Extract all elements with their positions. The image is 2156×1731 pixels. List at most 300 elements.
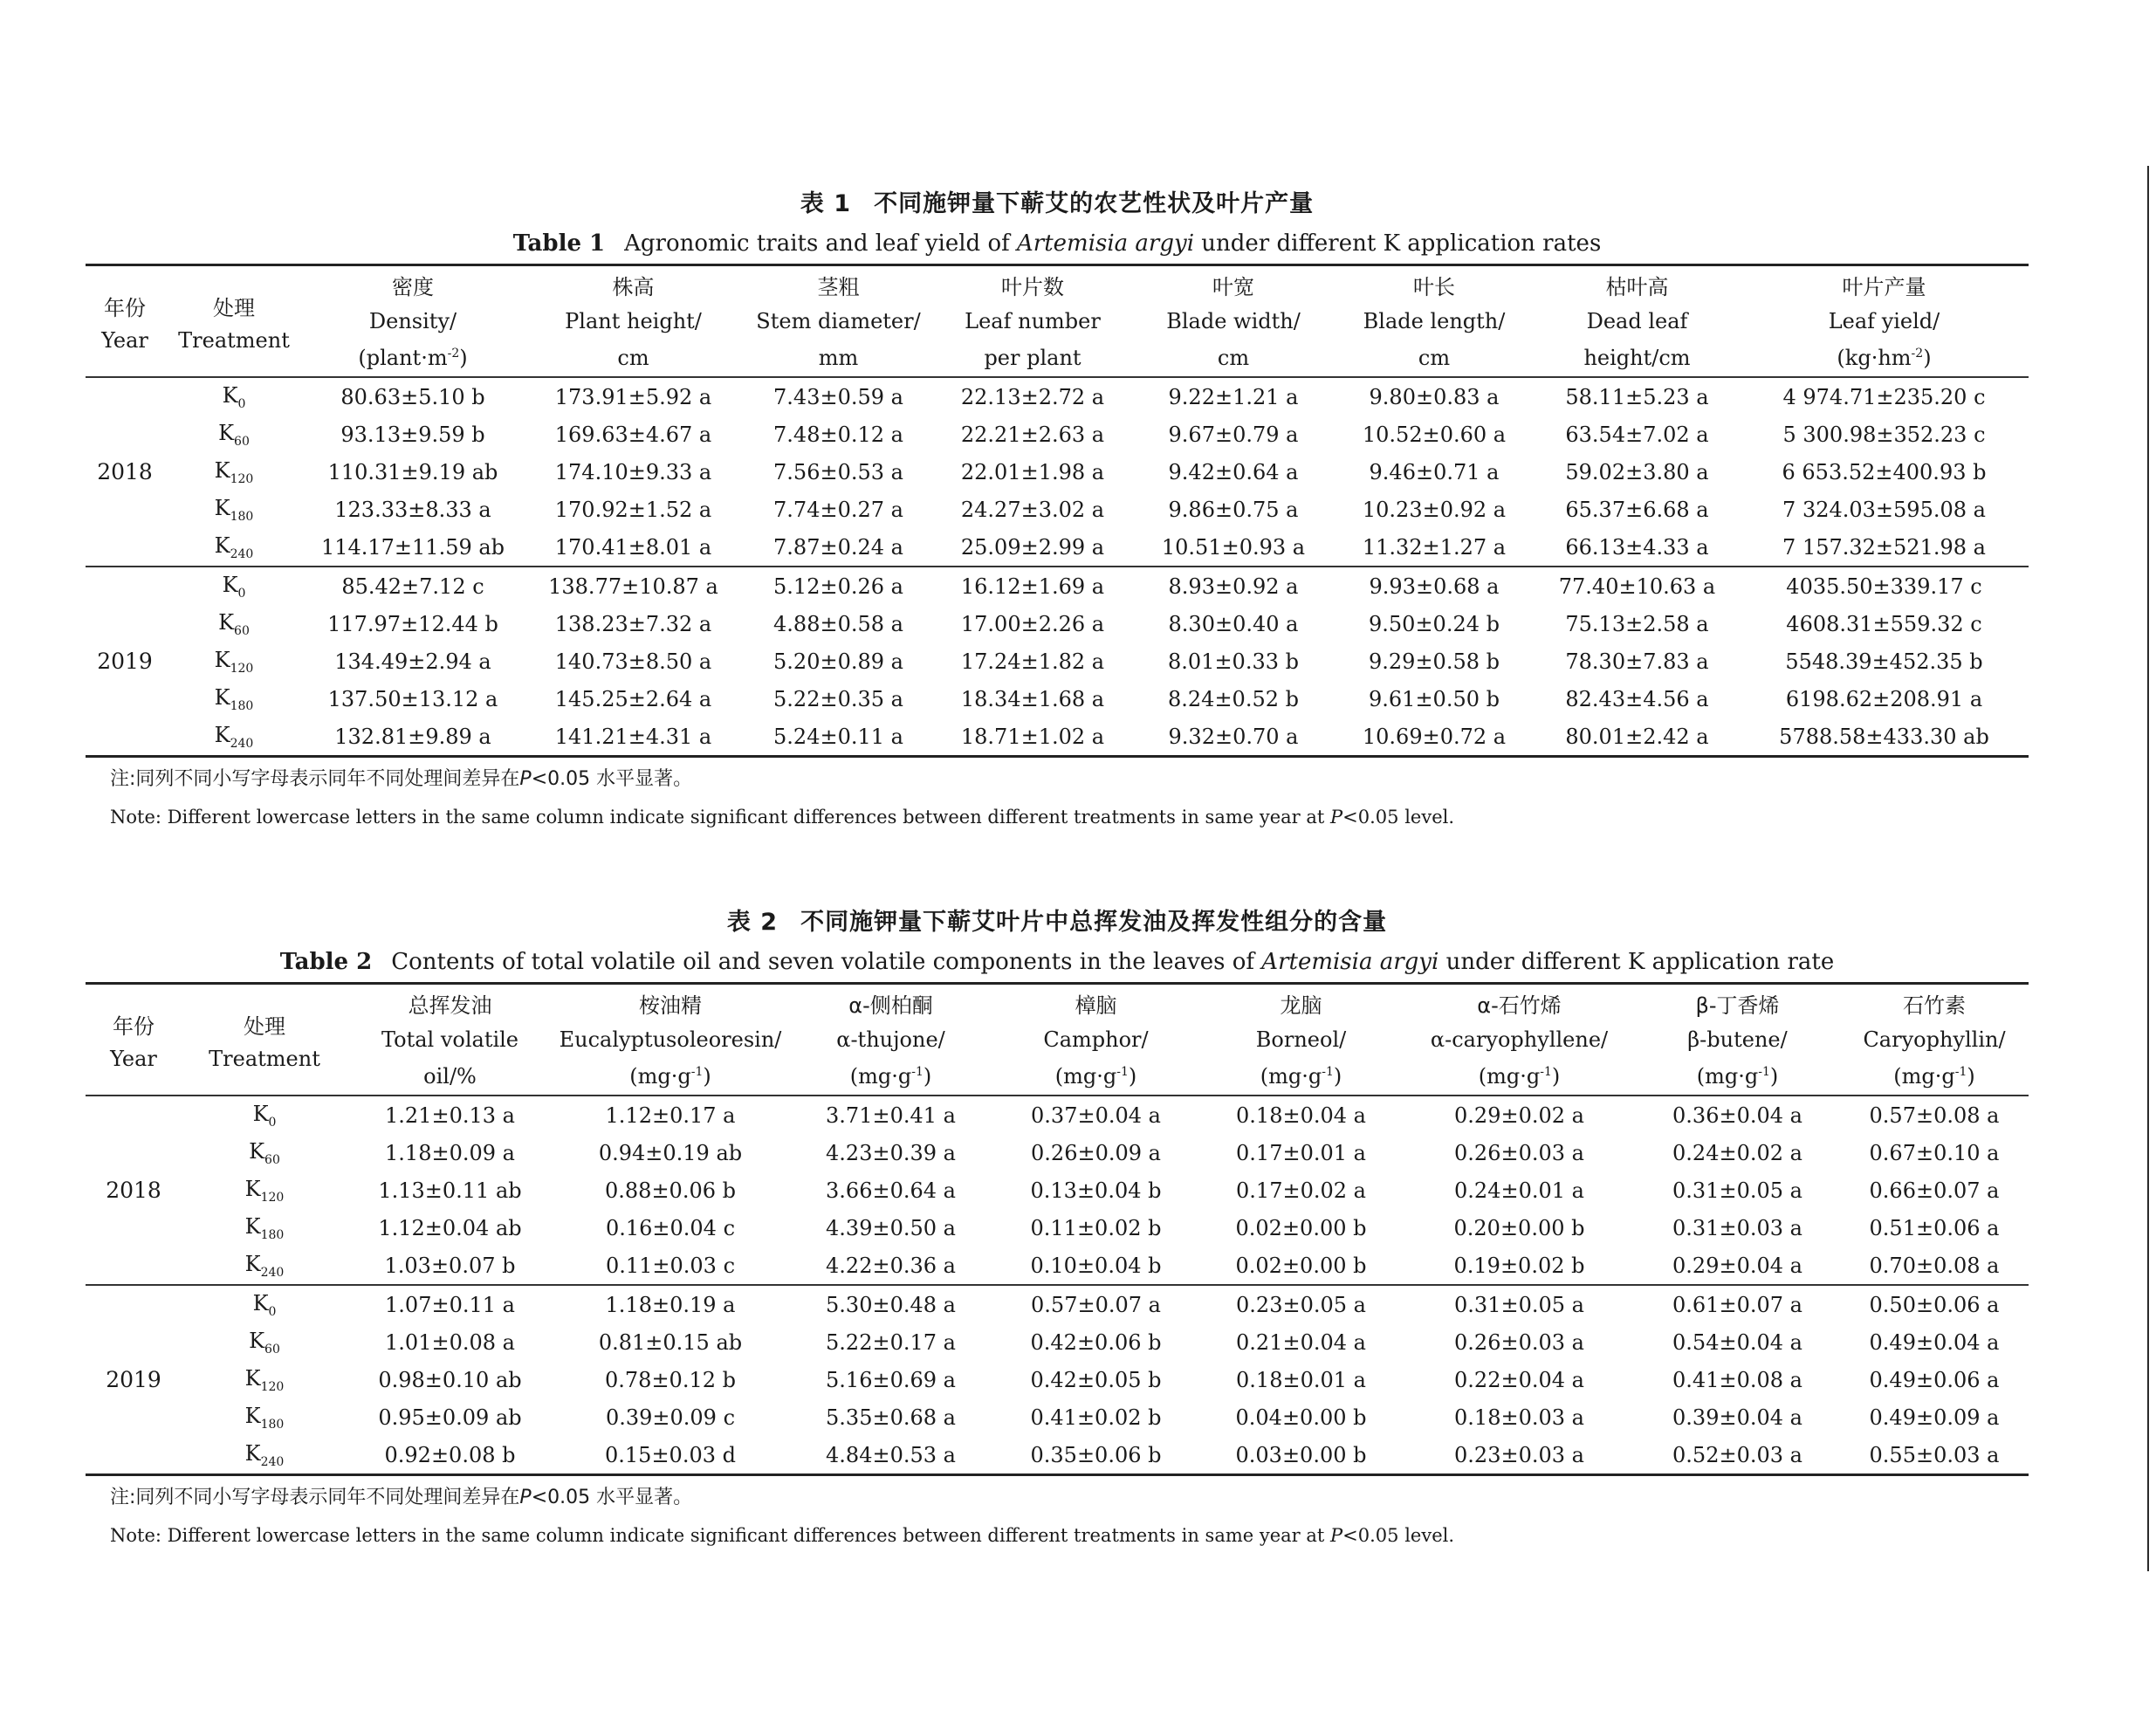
treatment-rate: 120	[230, 661, 254, 676]
treatment-symbol: K	[214, 647, 230, 672]
treatment-cell	[182, 1323, 347, 1361]
column-header-cn: 桉油精	[639, 993, 702, 1018]
data-cell: 0.16±0.04 c	[605, 1215, 736, 1240]
data-cell: 5788.58±433.30 ab	[1779, 724, 1989, 749]
table-row	[86, 1285, 2029, 1323]
treatment-cell	[182, 1361, 347, 1398]
treatment-header	[182, 984, 347, 1096]
column-header-cn: 樟脑	[1075, 993, 1117, 1018]
treatment-symbol: K	[218, 609, 235, 635]
data-cell: 0.55±0.03 a	[1869, 1442, 2000, 1467]
unit-text: (plant·m	[358, 346, 448, 370]
data-cell: 17.24±1.82 a	[960, 649, 1105, 674]
data-cell: 0.26±0.09 a	[1031, 1140, 1161, 1165]
data-cell: 1.18±0.19 a	[553, 1285, 788, 1323]
table1-title-en-label: Table 1	[512, 230, 606, 257]
treatment-cell	[182, 1096, 347, 1134]
year-header	[86, 265, 164, 378]
column-header-en: Eucalyptusoleoresin/	[559, 1027, 782, 1052]
table1-group-2019	[86, 567, 2029, 757]
data-cell: 7.56±0.53 a	[773, 459, 903, 484]
year-cell: 2018	[97, 459, 153, 484]
data-cell: 22.13±2.72 a	[960, 384, 1105, 409]
data-cell: 0.37±0.04 a	[1031, 1102, 1161, 1128]
data-cell: 9.93±0.68 a	[1334, 567, 1535, 605]
data-cell: 137.50±13.12 a	[327, 686, 498, 711]
column-header-cn: 密度	[392, 274, 434, 299]
data-cell: 0.92±0.08 b	[384, 1442, 516, 1467]
data-cell: 7.87±0.24 a	[773, 534, 903, 560]
treatment-symbol: K	[222, 382, 238, 408]
table1-note-cn-post: <0.05 水平显著。	[531, 768, 693, 790]
data-cell: 0.18±0.03 a	[1454, 1405, 1584, 1430]
treatment-symbol: K	[252, 1290, 269, 1315]
data-cell: 123.33±8.33 a	[334, 497, 491, 522]
unit-exponent: -1	[690, 1065, 704, 1079]
data-cell: 93.13±9.59 b	[340, 422, 485, 447]
data-cell: 132.81±9.89 a	[334, 724, 491, 749]
column-header-cn: β-丁香烯	[1695, 993, 1780, 1018]
data-cell: 5.12±0.26 a	[745, 567, 932, 605]
data-cell: 4.39±0.50 a	[826, 1215, 956, 1240]
table1-header	[86, 265, 2029, 378]
data-cell: 9.32±0.70 a	[1168, 724, 1299, 749]
data-cell: 0.02±0.00 b	[1235, 1215, 1367, 1240]
page-edge-rule	[2147, 166, 2149, 1571]
treatment-cell	[164, 377, 304, 416]
table2-title-en-species: Artemisia argyi	[1261, 949, 1439, 975]
data-cell: 7 324.03±595.08 a	[1782, 497, 1986, 522]
data-cell: 4.22±0.36 a	[826, 1253, 956, 1278]
treatment-symbol: K	[244, 1403, 261, 1428]
table-row	[86, 1171, 2029, 1209]
data-cell: 59.02±3.80 a	[1565, 459, 1709, 484]
year-header	[86, 984, 182, 1096]
year-header-en: Year	[101, 327, 148, 353]
unit-exponent: -1	[911, 1065, 924, 1079]
data-cell: 8.24±0.52 b	[1168, 686, 1299, 711]
column-header-en: Total volatile	[381, 1027, 519, 1052]
data-cell: 4608.31±559.32 c	[1786, 611, 1982, 636]
table2-title-cn-label: 表 2	[726, 909, 779, 936]
data-cell: 3.66±0.64 a	[826, 1178, 956, 1203]
column-header-unit	[304, 340, 522, 377]
data-cell: 18.34±1.68 a	[960, 686, 1105, 711]
data-cell: 145.25±2.64 a	[554, 686, 712, 711]
unit-close: )	[1333, 1064, 1342, 1089]
data-cell: 0.13±0.04 b	[1030, 1178, 1162, 1203]
treatment-symbol: K	[249, 1328, 265, 1353]
treatment-cell	[182, 1247, 347, 1285]
data-cell: 82.43±4.56 a	[1565, 686, 1709, 711]
table-row	[86, 1361, 2029, 1398]
data-cell: 138.23±7.32 a	[554, 611, 712, 636]
column-header-cn: 叶长	[1413, 274, 1455, 299]
table1	[86, 264, 2029, 758]
treatment-rate: 0	[268, 1304, 277, 1319]
column-header-en: Borneol/	[1255, 1027, 1347, 1052]
data-cell: 0.19±0.02 b	[1453, 1253, 1585, 1278]
data-cell: 7.48±0.12 a	[773, 422, 903, 447]
treatment-symbol: K	[214, 457, 230, 483]
header-row	[86, 1021, 2029, 1058]
unit-close: )	[1967, 1064, 1975, 1089]
data-cell: 4.88±0.58 a	[773, 611, 903, 636]
treatment-rate: 180	[230, 698, 254, 713]
table-row	[86, 377, 2029, 416]
table1-block	[86, 185, 2029, 836]
year-cell: 2019	[86, 1285, 182, 1475]
table-row	[86, 491, 2029, 528]
data-cell: 4035.50±339.17 c	[1740, 567, 2029, 605]
table1-title-en	[86, 223, 2029, 264]
data-cell: 17.00±2.26 a	[960, 611, 1105, 636]
table-row	[86, 416, 2029, 453]
data-cell: 4.23±0.39 a	[826, 1140, 956, 1165]
treatment-symbol: K	[218, 420, 235, 445]
data-cell: 11.32±1.27 a	[1362, 534, 1507, 560]
data-cell: 0.36±0.04 a	[1672, 1102, 1802, 1128]
data-cell: 0.11±0.03 c	[605, 1253, 736, 1278]
data-cell: 0.81±0.15 ab	[598, 1329, 743, 1355]
data-cell: 7.74±0.27 a	[773, 497, 903, 522]
treatment-rate: 240	[260, 1265, 285, 1280]
data-cell: 10.51±0.93 a	[1161, 534, 1306, 560]
unit-text: oil/%	[423, 1064, 477, 1089]
header-row	[86, 1058, 2029, 1096]
data-cell: 0.24±0.02 a	[1672, 1140, 1802, 1165]
data-cell: 9.22±1.21 a	[1168, 384, 1299, 409]
table1-note-cn	[86, 758, 2029, 798]
column-header-unit	[932, 340, 1133, 377]
column-header-en: α-thujone/	[836, 1027, 945, 1052]
data-cell: 0.67±0.10 a	[1869, 1140, 2000, 1165]
treatment-symbol: K	[214, 532, 230, 558]
data-cell: 117.97±12.44 b	[327, 611, 498, 636]
unit-text: height/cm	[1583, 346, 1691, 370]
unit-exponent: -1	[1954, 1065, 1967, 1079]
data-cell: 1.21±0.13 a	[385, 1102, 515, 1128]
treatment-rate: 60	[264, 1152, 280, 1167]
column-header-unit	[788, 1058, 993, 1096]
treatment-cell	[164, 680, 304, 718]
treatment-cell	[182, 1209, 347, 1247]
table2-group-2019	[86, 1285, 2029, 1475]
column-header-en: Blade length/	[1363, 309, 1506, 333]
column-header-en: Camphor/	[1043, 1027, 1149, 1052]
data-cell: 0.57±0.08 a	[1869, 1102, 2000, 1128]
data-cell: 0.49±0.04 a	[1869, 1329, 2000, 1355]
unit-text: cm	[1217, 346, 1250, 370]
data-cell: 0.50±0.06 a	[1840, 1285, 2029, 1323]
treatment-cell	[164, 718, 304, 757]
table2-title-en-pre: Contents of total volatile oil and seven volatile components in the leaves of	[391, 949, 1262, 975]
column-header-unit	[993, 1058, 1198, 1096]
data-cell: 9.50±0.24 b	[1369, 611, 1500, 636]
header-row	[86, 984, 2029, 1022]
data-cell: 173.91±5.92 a	[554, 384, 712, 409]
unit-text: (mg·g	[849, 1064, 912, 1089]
table-row	[86, 1436, 2029, 1475]
treatment-header	[164, 265, 304, 378]
treatment-rate: 180	[260, 1417, 285, 1432]
data-cell: 0.52±0.03 a	[1672, 1442, 1802, 1467]
data-cell: 0.20±0.00 b	[1453, 1215, 1585, 1240]
treatment-rate: 0	[237, 586, 246, 601]
data-cell: 0.42±0.05 b	[1030, 1367, 1162, 1392]
treatment-symbol: K	[214, 684, 230, 710]
table1-title-en-post: under different K application rates	[1194, 230, 1602, 257]
data-cell: 5 300.98±352.23 c	[1782, 422, 1986, 447]
data-cell: 0.10±0.04 b	[1030, 1253, 1162, 1278]
treatment-cell	[182, 1436, 347, 1475]
table1-group-2018	[86, 377, 2029, 567]
data-cell: 0.95±0.09 ab	[378, 1405, 522, 1430]
column-header-cn: 枯叶高	[1605, 274, 1669, 299]
column-header-unit	[1133, 340, 1334, 377]
unit-exponent: -2	[447, 347, 460, 361]
treatment-cell	[164, 416, 304, 453]
table2	[86, 982, 2029, 1476]
table2-note-en-post: <0.05 level.	[1342, 1525, 1455, 1546]
treatment-symbol: K	[214, 495, 230, 520]
year-header-cn: 年份	[104, 295, 146, 320]
data-cell: 0.78±0.12 b	[605, 1367, 736, 1392]
column-header-unit	[1740, 340, 2029, 377]
table2-note-cn	[86, 1476, 2029, 1516]
unit-exponent: -1	[1116, 1065, 1129, 1079]
data-cell: 9.67±0.79 a	[1168, 422, 1299, 447]
column-header-cn: 龙脑	[1280, 993, 1322, 1018]
table-row	[86, 1323, 2029, 1361]
treatment-cell	[164, 605, 304, 642]
column-header-cn: 叶宽	[1212, 274, 1254, 299]
unit-text: (mg·g	[1054, 1064, 1117, 1089]
table2-header	[86, 984, 2029, 1096]
data-cell: 0.41±0.02 b	[1030, 1405, 1162, 1430]
treatment-rate: 60	[264, 1342, 280, 1357]
data-cell: 9.86±0.75 a	[1168, 497, 1299, 522]
treatment-symbol: K	[244, 1365, 261, 1391]
data-cell: 0.21±0.04 a	[1236, 1329, 1366, 1355]
data-cell: 114.17±11.59 ab	[320, 534, 505, 560]
column-header-unit	[745, 340, 932, 377]
treatment-rate: 0	[237, 396, 246, 411]
data-cell: 58.11±5.23 a	[1565, 384, 1709, 409]
treatment-header-en: Treatment	[178, 327, 290, 353]
column-header-en: Stem diameter/	[756, 309, 921, 333]
treatment-cell	[164, 642, 304, 680]
data-cell: 0.31±0.05 a	[1404, 1285, 1635, 1323]
data-cell: 10.69±0.72 a	[1362, 724, 1507, 749]
table2-title-en-label: Table 2	[279, 949, 373, 975]
table2-note-cn-pre: 注:同列不同小写字母表示同年不同处理间差异在	[110, 1487, 520, 1508]
column-header-en: β-butene/	[1687, 1027, 1788, 1052]
data-cell: 78.30±7.83 a	[1565, 649, 1709, 674]
treatment-symbol: K	[214, 722, 230, 747]
column-header-cn: 叶片产量	[1842, 274, 1926, 299]
table1-note-cn-p: P	[519, 768, 532, 790]
data-cell: 0.29±0.04 a	[1672, 1253, 1802, 1278]
table-row	[86, 605, 2029, 642]
data-cell: 66.13±4.33 a	[1565, 534, 1709, 560]
unit-close: )	[703, 1064, 711, 1089]
treatment-rate: 240	[260, 1454, 285, 1469]
data-cell: 0.26±0.03 a	[1454, 1140, 1584, 1165]
table1-title-en-species: Artemisia argyi	[1017, 230, 1195, 257]
data-cell: 170.41±8.01 a	[554, 534, 712, 560]
column-header-en: Density/	[368, 309, 457, 333]
data-cell: 0.51±0.06 a	[1869, 1215, 2000, 1240]
header-row	[86, 303, 2029, 340]
data-cell: 0.18±0.04 a	[1236, 1102, 1366, 1128]
table1-title-cn	[86, 185, 2029, 223]
data-cell: 169.63±4.67 a	[554, 422, 712, 447]
table1-title-en-pre: Agronomic traits and leaf yield of	[624, 230, 1017, 257]
data-cell: 0.11±0.02 b	[1030, 1215, 1162, 1240]
data-cell: 77.40±10.63 a	[1535, 567, 1740, 605]
column-header-en: Blade width/	[1166, 309, 1301, 333]
data-cell: 0.88±0.06 b	[605, 1178, 736, 1203]
data-cell: 1.01±0.08 a	[385, 1329, 515, 1355]
column-header-unit	[1198, 1058, 1404, 1096]
table2-note-cn-p: P	[519, 1487, 532, 1508]
unit-close: )	[923, 1064, 932, 1089]
data-cell: 0.39±0.09 c	[605, 1405, 736, 1430]
treatment-header-en: Treatment	[209, 1046, 320, 1071]
data-cell: 0.35±0.06 b	[1030, 1442, 1162, 1467]
column-header-en: Caryophyllin/	[1863, 1027, 2006, 1052]
data-cell: 0.04±0.00 b	[1235, 1405, 1367, 1430]
table2-note-en-pre: Note: Different lowercase letters in the same column indicate significant differences between different treatments in same year at	[110, 1525, 1331, 1546]
data-cell: 134.49±2.94 a	[334, 649, 491, 674]
table1-note-en	[86, 798, 2029, 836]
table-row	[86, 528, 2029, 567]
unit-exponent: -1	[1758, 1065, 1770, 1079]
data-cell: 1.07±0.11 a	[347, 1285, 553, 1323]
data-cell: 9.80±0.83 a	[1369, 384, 1500, 409]
treatment-symbol: K	[244, 1176, 261, 1201]
data-cell: 174.10±9.33 a	[554, 459, 712, 484]
data-cell: 5.22±0.35 a	[773, 686, 903, 711]
year-header-en: Year	[110, 1046, 157, 1071]
data-cell: 140.73±8.50 a	[554, 649, 712, 674]
column-header-en: Plant height/	[565, 309, 702, 333]
table-row	[86, 1134, 2029, 1171]
data-cell: 4.84±0.53 a	[826, 1442, 956, 1467]
treatment-rate: 180	[260, 1227, 285, 1242]
data-cell: 9.46±0.71 a	[1369, 459, 1500, 484]
column-header-unit	[1334, 340, 1535, 377]
data-cell: 0.24±0.01 a	[1454, 1178, 1584, 1203]
column-header-cn: 株高	[612, 274, 655, 299]
year-header-cn: 年份	[113, 1013, 154, 1039]
table2-note-en-p: P	[1330, 1525, 1343, 1546]
column-header-cn: 总挥发油	[408, 993, 492, 1018]
column-header-unit	[347, 1058, 553, 1096]
data-cell: 110.31±9.19 ab	[327, 459, 498, 484]
data-cell: 0.39±0.04 a	[1672, 1405, 1802, 1430]
data-cell: 0.26±0.03 a	[1454, 1329, 1584, 1355]
table-row	[86, 680, 2029, 718]
data-cell: 0.22±0.04 a	[1454, 1367, 1584, 1392]
data-cell: 5.30±0.48 a	[788, 1285, 993, 1323]
data-cell: 5.20±0.89 a	[773, 649, 903, 674]
treatment-cell	[182, 1398, 347, 1436]
table1-note-en-post: <0.05 level.	[1342, 807, 1455, 828]
data-cell: 1.18±0.09 a	[385, 1140, 515, 1165]
treatment-symbol: K	[244, 1440, 261, 1466]
treatment-symbol: K	[244, 1213, 261, 1239]
data-cell: 1.13±0.11 ab	[378, 1178, 522, 1203]
column-header-cn: α-石竹烯	[1477, 993, 1562, 1018]
data-cell: 7.43±0.59 a	[773, 384, 903, 409]
table2-title-cn-text: 不同施钾量下蕲艾叶片中总挥发油及挥发性组分的含量	[800, 909, 1388, 936]
data-cell: 80.63±5.10 b	[340, 384, 485, 409]
data-cell: 6 653.52±400.93 b	[1782, 459, 1987, 484]
column-header-en: Dead leaf	[1586, 309, 1688, 333]
column-header-cn: 石竹素	[1903, 993, 1966, 1018]
data-cell: 10.52±0.60 a	[1362, 422, 1507, 447]
data-cell: 10.23±0.92 a	[1362, 497, 1507, 522]
unit-close: )	[1551, 1064, 1561, 1089]
data-cell: 170.92±1.52 a	[554, 497, 712, 522]
data-cell: 9.61±0.50 b	[1369, 686, 1500, 711]
header-row	[86, 340, 2029, 377]
unit-close: )	[1769, 1064, 1779, 1089]
unit-text: (mg·g	[629, 1064, 691, 1089]
table1-title-cn-label: 表 1	[800, 190, 852, 217]
data-cell: 0.94±0.19 ab	[598, 1140, 743, 1165]
table2-note-cn-post: <0.05 水平显著。	[531, 1487, 693, 1508]
treatment-rate: 60	[234, 434, 250, 449]
treatment-cell	[164, 453, 304, 491]
table-row	[86, 1209, 2029, 1247]
table1-note-en-p: P	[1330, 807, 1343, 828]
table-row	[86, 1096, 2029, 1134]
data-cell: 8.01±0.33 b	[1168, 649, 1299, 674]
unit-text: cm	[617, 346, 649, 370]
data-cell: 0.18±0.01 a	[1236, 1367, 1366, 1392]
table-row	[86, 718, 2029, 757]
data-cell: 0.54±0.04 a	[1672, 1329, 1802, 1355]
unit-text: (mg·g	[1893, 1064, 1955, 1089]
treatment-rate: 120	[230, 471, 254, 486]
data-cell: 8.30±0.40 a	[1168, 611, 1299, 636]
data-cell: 1.12±0.17 a	[605, 1102, 736, 1128]
data-cell: 5.35±0.68 a	[826, 1405, 956, 1430]
column-header-en: Leaf number	[965, 309, 1101, 333]
table2-group-2018	[86, 1096, 2029, 1285]
data-cell: 0.66±0.07 a	[1869, 1178, 2000, 1203]
treatment-rate: 0	[268, 1115, 277, 1130]
column-header-unit	[1840, 1058, 2029, 1096]
treatment-symbol: K	[252, 1101, 269, 1126]
treatment-cell	[182, 1134, 347, 1171]
data-cell: 0.61±0.07 a	[1635, 1285, 1840, 1323]
unit-exponent: -1	[1322, 1065, 1334, 1079]
data-cell: 0.41±0.08 a	[1672, 1367, 1802, 1392]
table-row	[86, 453, 2029, 491]
data-cell: 18.71±1.02 a	[960, 724, 1105, 749]
data-cell: 9.29±0.58 b	[1369, 649, 1500, 674]
table1-note-cn-pre: 注:同列不同小写字母表示同年不同处理间差异在	[110, 768, 520, 790]
treatment-cell	[164, 491, 304, 528]
unit-text: (mg·g	[1478, 1064, 1541, 1089]
table2-title-cn	[86, 903, 2029, 942]
treatment-header-cn: 处理	[244, 1013, 285, 1039]
treatment-symbol: K	[249, 1138, 265, 1164]
